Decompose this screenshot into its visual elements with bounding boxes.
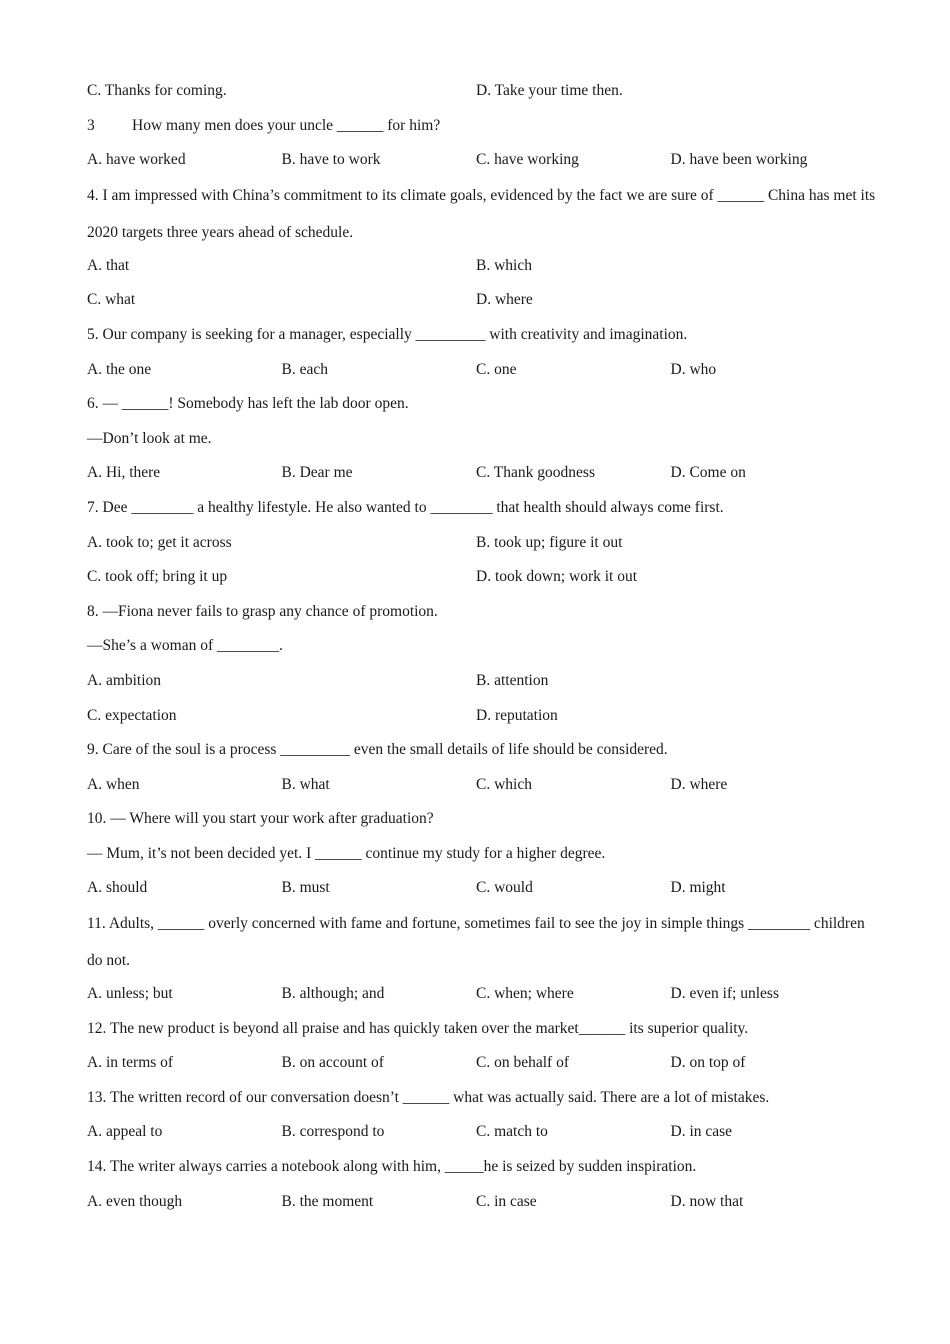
- option-a: A. Hi, there: [87, 464, 161, 482]
- option-b: B. Dear me: [281, 464, 353, 482]
- option-a: A. when: [87, 775, 140, 793]
- option-d: D. Take your time then.: [476, 82, 623, 99]
- question-8: 8. —Fiona never fails to grasp any chance of promotion.: [87, 602, 438, 620]
- options-row: [87, 668, 877, 703]
- question-4: 4. I am impressed with China’s commitment to its climate goals, evidenced by the fact we are sure of ______ China has met its 2020 targets three years ahead of schedule.: [87, 186, 876, 241]
- options-row: [87, 1050, 877, 1085]
- option-d: D. have been working: [670, 151, 808, 169]
- options-row: [87, 1119, 877, 1154]
- option-c: C. what: [87, 291, 136, 309]
- option-d: D. even if; unless: [670, 985, 779, 1003]
- option-b: B. took up; figure it out: [476, 533, 623, 551]
- exam-page: [87, 78, 877, 1223]
- option-c: C. expectation: [87, 706, 177, 724]
- option-c: C. in case: [476, 1192, 537, 1210]
- option-a: A. the one: [87, 360, 152, 378]
- option-c: C. when; where: [476, 985, 574, 1003]
- option-d: D. on top of: [670, 1054, 746, 1072]
- dialogue-reply: —She’s a woman of ________.: [87, 637, 283, 655]
- option-b: B. have to work: [281, 151, 381, 169]
- question-number: 3: [87, 116, 95, 134]
- option-a: A. ambition: [87, 671, 162, 689]
- options-row: [87, 1189, 877, 1224]
- option-d: D. now that: [670, 1192, 744, 1210]
- option-d: D. might: [670, 879, 726, 897]
- option-b: B. each: [281, 360, 328, 378]
- option-b: B. attention: [476, 671, 549, 689]
- options-row: [87, 564, 877, 599]
- options-row: [87, 772, 877, 807]
- option-a: A. took to; get it across: [87, 533, 232, 551]
- option-b: B. correspond to: [281, 1123, 385, 1141]
- option-c: C. Thanks for coming.: [87, 82, 227, 99]
- options-row: [87, 981, 877, 1016]
- option-c: C. which: [476, 775, 532, 793]
- option-b: B. on account of: [281, 1054, 384, 1072]
- option-c: C. have working: [476, 151, 579, 169]
- options-row: [87, 703, 877, 738]
- option-a: A. unless; but: [87, 985, 173, 1003]
- question-3: [87, 113, 877, 148]
- option-a: A. even though: [87, 1192, 183, 1210]
- option-b: B. although; and: [281, 985, 385, 1003]
- options-row: [87, 460, 877, 495]
- option-a: A. have worked: [87, 151, 186, 169]
- question-13: 13. The written record of our conversation doesn’t ______ what was actually said. There are a lot of mistakes.: [87, 1088, 770, 1106]
- option-d: D. took down; work it out: [476, 568, 638, 586]
- question-7: 7. Dee ________ a healthy lifestyle. He also wanted to ________ that health should always come first.: [87, 498, 724, 516]
- option-c: C. match to: [476, 1123, 548, 1141]
- options-row: [87, 287, 877, 322]
- option-b: B. which: [476, 256, 532, 274]
- question-5: 5. Our company is seeking for a manager, especially _________ with creativity and imagination.: [87, 325, 688, 343]
- options-row: [87, 357, 877, 392]
- options-row: [87, 530, 877, 565]
- question-12: 12. The new product is beyond all praise and has quickly taken over the market______ its superior quality.: [87, 1019, 749, 1037]
- option-b: B. the moment: [281, 1192, 374, 1210]
- option-d: D. where: [670, 775, 728, 793]
- option-c: C. took off; bring it up: [87, 568, 228, 586]
- dialogue-reply: —Don’t look at me.: [87, 429, 212, 447]
- question-11: 11. Adults, ______ overly concerned with fame and fortune, sometimes fail to see the joy in simple things ________ children do not.: [87, 915, 865, 970]
- option-d: D. in case: [670, 1123, 733, 1141]
- option-d: D. who: [670, 360, 717, 378]
- question-6: 6. — ______! Somebody has left the lab door open.: [87, 395, 409, 413]
- option-d: D. Come on: [670, 464, 746, 482]
- dialogue-reply: — Mum, it’s not been decided yet. I ______ continue my study for a higher degree.: [87, 844, 606, 862]
- question-9: 9. Care of the soul is a process _________ even the small details of life should be considered.: [87, 741, 668, 759]
- option-a: A. appeal to: [87, 1123, 163, 1141]
- option-d: D. where: [476, 291, 533, 309]
- option-b: B. what: [281, 775, 330, 793]
- option-c: C. on behalf of: [476, 1054, 569, 1072]
- question-14: 14. The writer always carries a notebook along with him, _____he is seized by sudden inspiration.: [87, 1158, 697, 1176]
- question-text: How many men does your uncle ______ for him?: [132, 116, 441, 134]
- option-c: C. Thank goodness: [476, 464, 595, 482]
- option-b: B. must: [281, 879, 330, 897]
- option-a: A. in terms of: [87, 1054, 174, 1072]
- question-10: 10. — Where will you start your work after graduation?: [87, 810, 434, 828]
- option-d: D. reputation: [476, 706, 558, 724]
- options-row: [87, 78, 877, 113]
- option-c: C. one: [476, 360, 517, 378]
- option-c: C. would: [476, 879, 533, 897]
- options-row: [87, 253, 877, 288]
- option-a: A. should: [87, 879, 148, 897]
- option-a: A. that: [87, 256, 130, 274]
